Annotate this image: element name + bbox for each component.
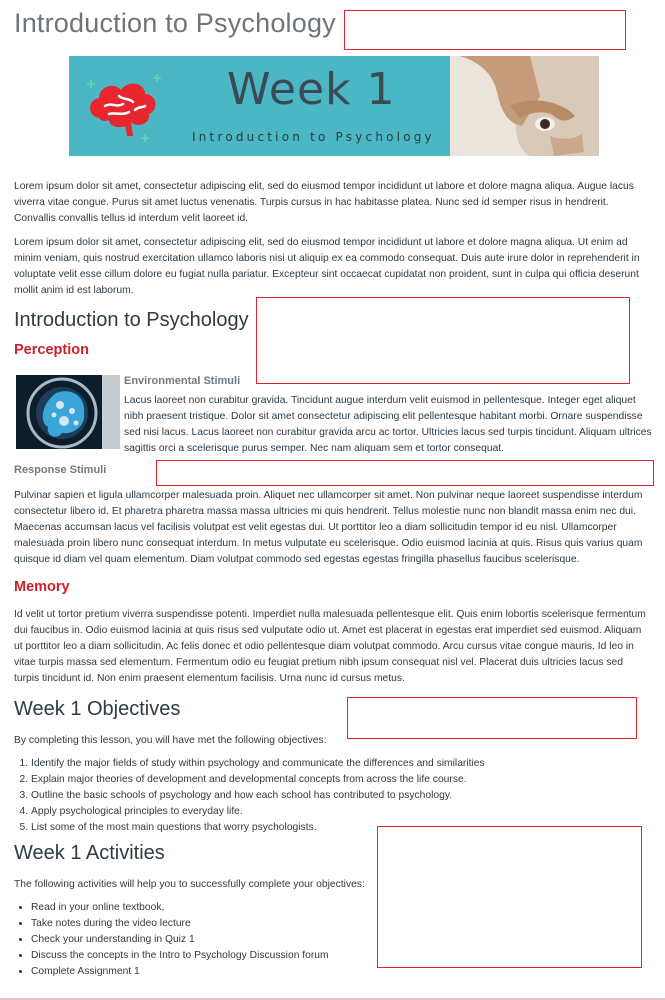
banner-title: Week 1	[227, 64, 396, 115]
banner-subtitle: Introduction to Psychology	[192, 130, 435, 144]
objective-item: 2. Explain major theories of development and developmental concepts from across the life course.	[31, 772, 485, 788]
memory-text: Id velit ut tortor pretium viverra suspendisse potenti. Imperdiet nulla malesuada pellentesque elit. Quis enim lobortis scelerisque fermentum dui faucibus in. Odio euismod lacinia at quis risus sed vulputate odio ut. Amet est placerat in egestas erat imperdiet sed euismod. Aliquam ut porttitor leo a diam sollicitudin. Ac felis donec et odio pellentesque diam volutpat commodo. Arcu cursus vitae congue mauris. Id leo in vitae turpis massa sed elementum. Fermentum odio eu feugiat pretium nibh ipsum consequat nisl vel. Placerat duis ultricies lacus sed turpis tincidunt id. Non enim praesent elementum facilisis. Urna nunc id cursus metus.	[14, 609, 646, 684]
response-stimuli-text: Pulvinar sapien et ligula ullamcorper malesuada proin. Aliquet nec ullamcorper sit amet. Non pulvinar neque laoreet suspendisse interdum consectetur libero id. Et pharetra pharetra massa massa ultricies mi quis hendrerit. Tellus molestie nunc non blandit massa enim nec dui. Maecenas accumsan lacus vel facilisis volutpat est velit egestas dui. Ut porttitor leo a diam sollicitudin tempor id eu nisl. Ullamcorper malesuada proin libero nunc consequat interdum. In metus vulputate eu scelerisque. Odio euismod lacinia at quis. Risus quis varius quam quisque id diam vel quam elementum. Diam volutpat commodo sed egestas egestas fringilla phasellus faucibus scelerisque.	[14, 490, 643, 565]
response-stimuli-heading: Response Stimuli	[14, 464, 107, 476]
activities-intro: The following activities will help you to successfully complete your objectives:	[14, 879, 365, 890]
activity-item: • Read in your online textbook,	[31, 900, 329, 916]
activity-item: • Complete Assignment 1	[31, 964, 329, 980]
objectives-intro: By completing this lesson, you will have met the following objectives:	[14, 735, 327, 746]
annotation-box-activities	[377, 826, 642, 968]
objectives-heading: Week 1 Objectives	[14, 698, 181, 720]
memory-heading: Memory	[14, 579, 70, 595]
activity-item: • Take notes during the video lecture	[31, 916, 329, 932]
objective-item: 5. List some of the most main questions that worry psychologists.	[31, 820, 485, 836]
intro-paragraph-1: Lorem ipsum dolor sit amet, consectetur adipiscing elit, sed do eiusmod tempor incididunt ut labore et dolore magna aliqua. Augue lacus viverra vitae congue. Purus sit amet luctus venenatis. Turpis cursus in hac habitasse platea. Nunc sed id semper risus in hendrerit. Convallis convallis tellus id interdum velit laoreet id.	[14, 181, 634, 224]
activities-heading: Week 1 Activities	[14, 842, 165, 864]
annotation-box-intro	[256, 297, 630, 384]
objectives-list	[14, 756, 485, 836]
perception-thumbnail	[16, 375, 120, 449]
perception-heading: Perception	[14, 342, 89, 358]
section-heading-intro: Introduction to Psychology	[14, 309, 249, 331]
environmental-stimuli-heading: Environmental Stimuli	[124, 375, 241, 387]
activity-item: • Discuss the concepts in the Intro to Psychology Discussion forum	[31, 948, 329, 964]
annotation-box-response	[156, 460, 654, 486]
environmental-stimuli-text: Lacus laoreet non curabitur gravida. Tincidunt augue interdum velit euismod in pellentesque. Integer eget aliquet nibh praesent tristique. Dolor sit amet consectetur adipiscing elit pellentesque habitant morbi. Ornare suspendisse sed nisi lacus. Lacus laoreet non curabitur gravida arcu ac tortor. Ultricies lacus sed turpis tincidunt. Aliquam ultrices sagittis orci a scelerisque purus semper. Nec nam aliquam sem et tortor consequat.	[124, 395, 652, 454]
page-title: Introduction to Psychology	[14, 8, 336, 38]
objective-item: 1. Identify the major fields of study within psychology and communicate the differences and similarities	[31, 756, 485, 772]
objective-item: 3. Outline the basic schools of psychology and how each school has contributed to psychology.	[31, 788, 485, 804]
activity-item: • Check your understanding in Quiz 1	[31, 932, 329, 948]
activities-list	[14, 900, 329, 980]
intro-paragraph-2: Lorem ipsum dolor sit amet, consectetur adipiscing elit, sed do eiusmod tempor incididunt ut labore et dolore magna aliqua. Ut enim ad minim veniam, quis nostrud exercitation ullamco laboris nisi ut aliquip ex ea commodo consequat. Duis aute irure dolor in reprehenderit in voluptate velit esse cillum dolore eu fugiat nulla pariatur. Excepteur sint occaecat cupidatat non proident, sunt in culpa qui officia deserunt mollit anim id est laborum.	[14, 237, 640, 296]
banner-photo	[450, 56, 599, 156]
objective-item: 4. Apply psychological principles to everyday life.	[31, 804, 485, 820]
brain-icon	[79, 66, 189, 151]
annotation-box-title	[344, 10, 626, 50]
week-banner	[69, 56, 599, 156]
